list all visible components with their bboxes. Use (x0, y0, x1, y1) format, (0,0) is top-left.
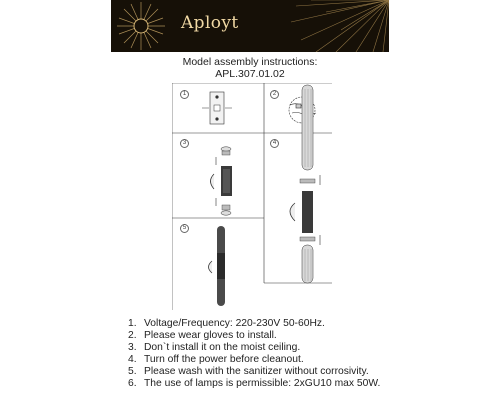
instruction-text: Please wear gloves to install. (144, 329, 277, 341)
step-badge-4: 4 (270, 139, 279, 148)
step-badge-1: 1 (180, 90, 189, 99)
assembly-diagram-grid (172, 83, 332, 310)
instruction-number: 3. (128, 341, 137, 353)
assembly-diagram (172, 83, 332, 310)
instruction-number: 4. (128, 353, 137, 365)
instruction-text: Please wash with the sanitizer without corrosivity. (144, 365, 369, 377)
instructions-title: Model assembly instructions: (182, 56, 318, 68)
step-badge-5: 5 (180, 224, 189, 233)
model-number: APL.307.01.02 (215, 68, 285, 80)
instruction-item (128, 354, 380, 366)
step-badge-3: 3 (180, 139, 189, 148)
step1-mounting-plate (202, 92, 232, 124)
brand-banner (111, 0, 389, 52)
instruction-text: Turn off the power before cleanout. (144, 353, 304, 365)
instruction-text: The use of lamps is permissible: 2xGU10 max 50W. (144, 377, 381, 389)
instruction-text: Don`t install it on the moist ceiling. (144, 341, 301, 353)
brand-logo-text: Aployt (181, 13, 239, 33)
step-badge-2: 2 (270, 90, 279, 99)
instructions-list (128, 318, 380, 389)
instruction-item (128, 330, 380, 342)
instruction-item (128, 318, 380, 330)
instruction-item (128, 342, 380, 354)
instruction-item (128, 366, 380, 378)
instruction-number: 2. (128, 329, 137, 341)
step5-final-fixture (209, 226, 226, 306)
instruction-number: 5. (128, 365, 137, 377)
instruction-text: Voltage/Frequency: 220-230V 50-60Hz. (144, 318, 325, 329)
step4-tube-assembly (290, 85, 320, 283)
sunburst-decoration (111, 0, 389, 52)
step3-exploded-parts (211, 147, 233, 215)
instruction-number: 6. (128, 377, 137, 389)
instruction-number: 1. (128, 318, 137, 329)
instruction-item (128, 378, 380, 390)
